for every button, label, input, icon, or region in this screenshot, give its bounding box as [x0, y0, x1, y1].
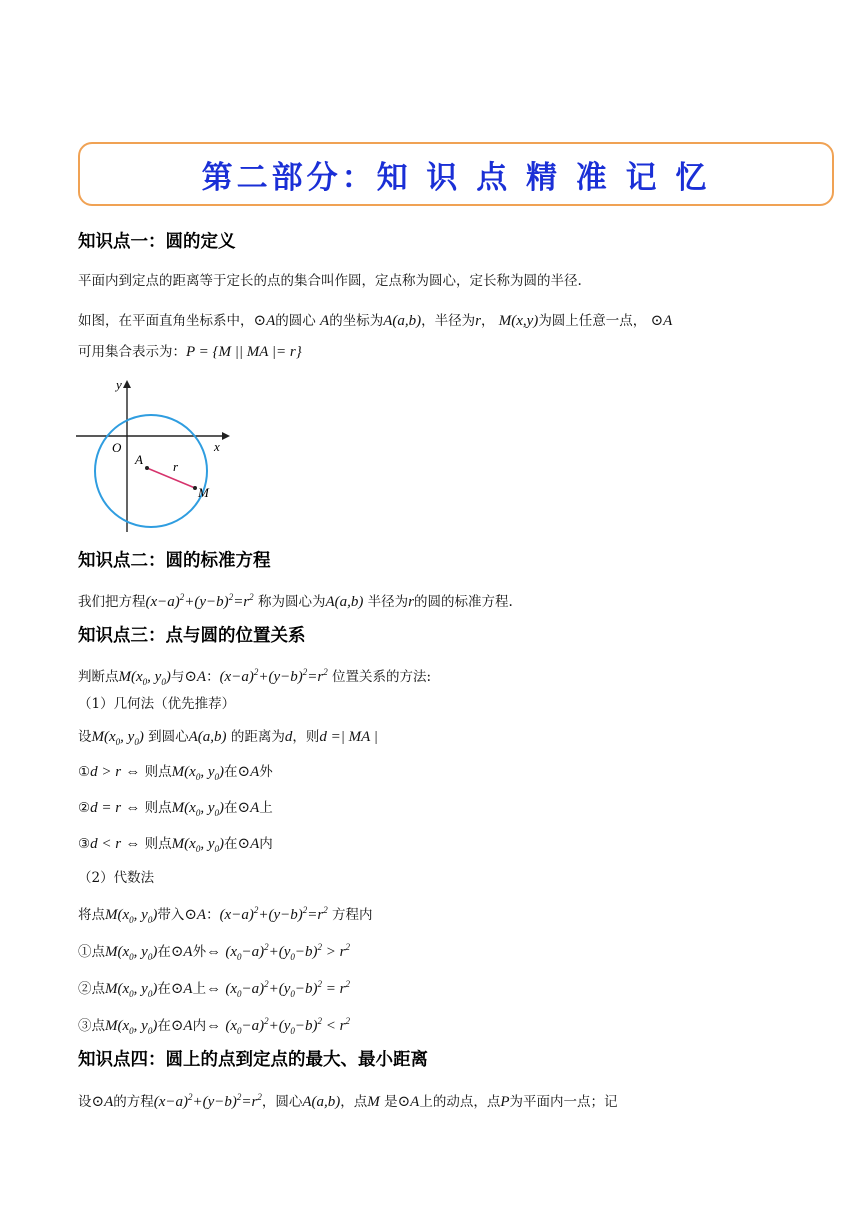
- set-notation-line: 可用集合表示为：P = {M || MA |= r}: [78, 344, 302, 360]
- definition-paragraph: 平面内到定点的距离等于定长的点的集合叫作圆，定点称为圆心，定长称为圆的半径.: [78, 273, 582, 289]
- geometric-case-inside: ③d < r ⇔ 则点$M(x_0$, $y_0$)在⊙A内: [78, 836, 273, 854]
- relation-intro-line: 判断点$M(x_0$, $y_0$)与⊙A：$(x-a)^2+(y-b)^2=r^2$ 位置关系的方法:: [78, 667, 432, 687]
- heading-definition: 知识点一：圆的定义: [78, 232, 236, 252]
- label-m: M: [198, 485, 209, 500]
- y-axis-arrow: [123, 380, 131, 388]
- section-banner: [78, 142, 834, 206]
- algebraic-case-outside: ①点$M(x_0$, $y_0$)在⊙A外⇔ $(x_0-a)^2+(y_0-b)^2 > r^2$: [78, 942, 351, 962]
- algebraic-case-inside: ③点$M(x_0$, $y_0$)在⊙A内⇔ $(x_0-a)^2+(y_0-b)^2 < r^2$: [78, 1016, 351, 1036]
- distance-definition-line: 设$M(x_0$, $y_0$) 到圆心A(a,b) 的距离为d，则d =| MA |: [78, 729, 378, 747]
- circle-coordinate-figure: [72, 376, 232, 536]
- geometric-method-label: （1）几何法（优先推荐）: [78, 696, 236, 712]
- standard-equation-line: 我们把方程$(x-a)^2+(y-b)^2=r^2$ 称为圆心为A(a,b) 半径为r的圆的标准方程.: [78, 592, 513, 610]
- algebraic-method-label: （2）代数法: [78, 870, 155, 886]
- x-axis-arrow: [222, 432, 230, 440]
- heading-standard-equation: 知识点二：圆的标准方程: [78, 551, 271, 571]
- banner-title: 第二部分：知 识 点 精 准 记 忆: [201, 159, 711, 196]
- algebraic-intro-line: 将点$M(x_0$, $y_0$)带入⊙A：$(x-a)^2+(y-b)^2=r^2$ 方程内: [78, 905, 373, 925]
- algebraic-case-on: ②点$M(x_0$, $y_0$)在⊙A上⇔ $(x_0-a)^2+(y_0-b)^2 = r^2$: [78, 979, 351, 999]
- point-m: [193, 486, 197, 490]
- label-x: x: [214, 439, 220, 454]
- label-r: r: [173, 459, 179, 474]
- geometric-case-on: ②d = r ⇔ 则点$M(x_0$, $y_0$)在⊙A上: [78, 800, 273, 818]
- circle-a: [95, 415, 207, 527]
- coordinate-paragraph: 如图，在平面直角坐标系中，⊙A的圆心 A的坐标为A(a,b)，半径为r， M(x,y)为圆上任意一点， ⊙A: [78, 313, 673, 329]
- heading-point-circle-relation: 知识点三：点与圆的位置关系: [78, 626, 306, 646]
- radius-segment: [147, 468, 195, 488]
- geometric-case-outside: ①d > r ⇔ 则点$M(x_0$, $y_0$)在⊙A外: [78, 764, 273, 782]
- label-a: A: [135, 452, 143, 467]
- center-point: [145, 466, 149, 470]
- label-o: O: [112, 440, 122, 455]
- heading-max-min-distance: 知识点四：圆上的点到定点的最大、最小距离: [78, 1050, 428, 1070]
- label-y: y: [116, 377, 122, 392]
- max-min-intro-line: 设⊙A的方程$(x-a)^2+(y-b)^2=r^2$，圆心A(a,b)，点M 是⊙A上的动点，点P为平面内一点；记: [78, 1092, 618, 1110]
